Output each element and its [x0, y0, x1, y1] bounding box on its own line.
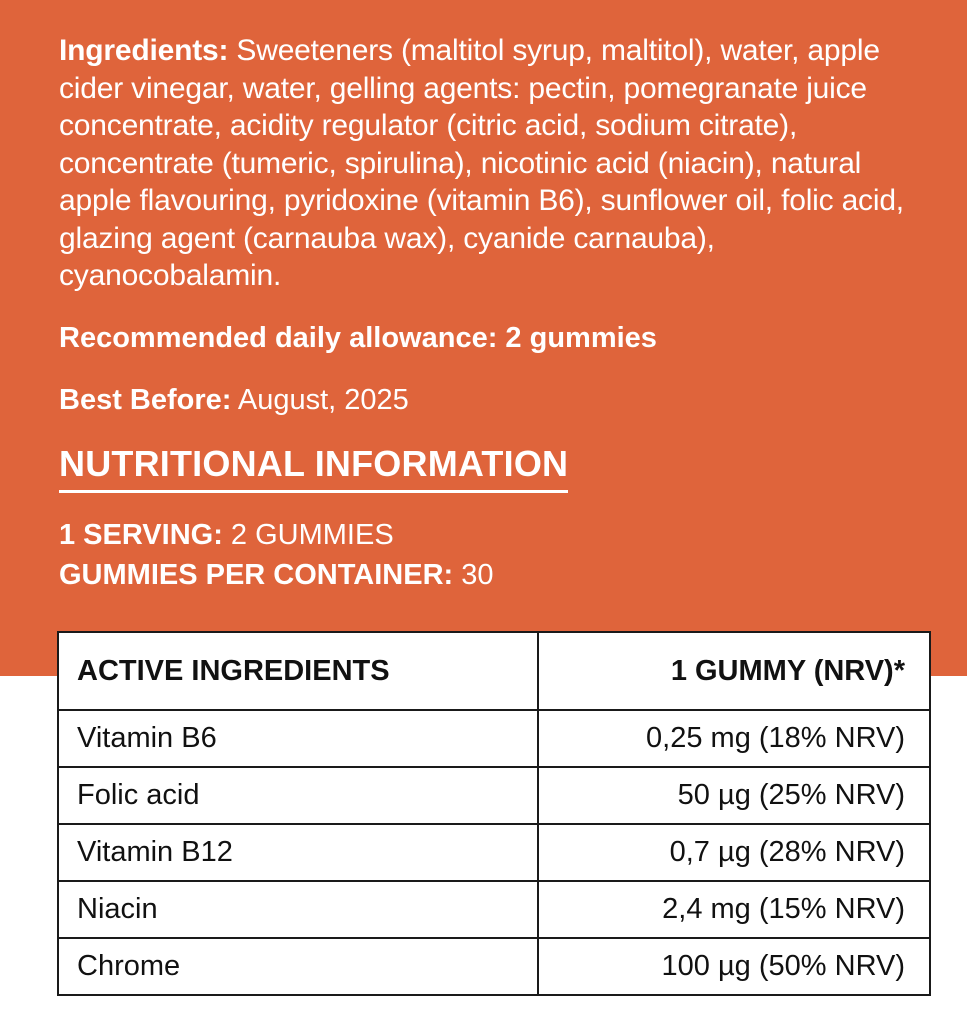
ingredient-amount: 0,7 µg (28% NRV)	[538, 824, 930, 881]
ingredient-name: Vitamin B12	[58, 824, 538, 881]
ingredients-paragraph	[59, 32, 939, 295]
nutrition-table	[57, 631, 931, 996]
ingredient-amount: 0,25 mg (18% NRV)	[538, 710, 930, 767]
serving-info	[59, 515, 939, 595]
ingredient-amount: 50 µg (25% NRV)	[538, 767, 930, 824]
table-row	[58, 824, 930, 881]
serving-size	[59, 515, 939, 555]
serving-size-label: 1 SERVING:	[59, 518, 223, 551]
table-row	[58, 767, 930, 824]
ingredients-label: Ingredients:	[59, 34, 229, 67]
ingredients-text: Sweeteners (maltitol syrup, maltitol), water, apple cider vinegar, water, gelling agents: pectin, pomegranate juice concentrate, acidity regulator (citric acid, sodium citrate), concentrate (tumeric, spirulina), nicotinic acid (niacin), natural apple flavouring, pyridoxine (vitamin B6), sunflower oil, folic acid, glazing agent (carnauba wax), cyanide carnauba), cyanocobalamin.	[59, 34, 904, 292]
ingredient-name: Vitamin B6	[58, 710, 538, 767]
ingredient-amount: 100 µg (50% NRV)	[538, 938, 930, 995]
daily-allowance: Recommended daily allowance: 2 gummies	[59, 321, 657, 354]
best-before	[59, 383, 939, 417]
table-header-row	[58, 632, 930, 710]
label-content	[59, 32, 939, 595]
table-row	[58, 710, 930, 767]
nutrition-table-wrapper	[57, 631, 931, 996]
best-before-label: Best Before:	[59, 383, 232, 416]
ingredient-name: Niacin	[58, 881, 538, 938]
ingredient-name: Chrome	[58, 938, 538, 995]
table-row	[58, 881, 930, 938]
header-active-ingredients: ACTIVE INGREDIENTS	[58, 632, 538, 710]
container-count-label: GUMMIES PER CONTAINER:	[59, 558, 454, 591]
ingredient-name: Folic acid	[58, 767, 538, 824]
nutrition-title: NUTRITIONAL INFORMATION	[59, 443, 568, 493]
table-row	[58, 938, 930, 995]
ingredient-amount: 2,4 mg (15% NRV)	[538, 881, 930, 938]
container-count	[59, 555, 939, 595]
best-before-value: August, 2025	[231, 383, 409, 416]
header-per-gummy: 1 GUMMY (NRV)*	[538, 632, 930, 710]
container-count-value: 30	[453, 558, 494, 591]
serving-size-value: 2 GUMMIES	[222, 518, 394, 551]
